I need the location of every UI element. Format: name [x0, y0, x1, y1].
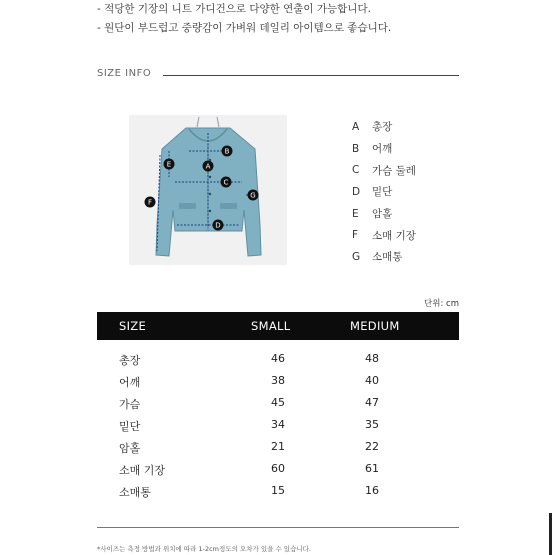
legend-item — [352, 181, 416, 203]
divider — [97, 527, 459, 528]
table-row — [97, 482, 459, 502]
legend-name: 어깨 — [372, 143, 393, 156]
legend-item — [352, 203, 416, 225]
table-row — [97, 438, 459, 458]
legend-item — [352, 159, 416, 181]
legend-letter: F — [352, 229, 359, 242]
unit-label: 단위: cm — [424, 299, 459, 309]
marker-label: D — [215, 221, 221, 230]
row-label: 밑단 — [119, 420, 141, 433]
marker-label: F — [147, 198, 153, 207]
medium-value: 48 — [365, 352, 379, 365]
size-info-header — [97, 68, 459, 82]
edge-bar — [549, 513, 552, 555]
legend-name: 소매 기장 — [372, 229, 416, 242]
row-label: 가슴 — [119, 398, 141, 411]
medium-value: 22 — [365, 440, 379, 453]
legend-item — [352, 116, 416, 138]
header-small: SMALL — [251, 319, 291, 333]
medium-value: 35 — [365, 418, 379, 431]
size-table-header — [97, 312, 459, 340]
legend-letter: C — [352, 164, 360, 177]
small-value: 45 — [271, 396, 285, 409]
legend-name: 소매통 — [372, 251, 403, 264]
measurement-legend — [352, 116, 416, 268]
legend-letter: B — [352, 142, 360, 155]
legend-name: 가슴 둘레 — [372, 164, 416, 177]
legend-item — [352, 246, 416, 268]
legend-letter: G — [352, 250, 361, 263]
size-info-title: SIZE INFO — [97, 68, 152, 79]
row-label: 소매 기장 — [119, 464, 166, 477]
header-size: SIZE — [119, 319, 147, 333]
marker-label: E — [166, 160, 172, 169]
small-value: 21 — [271, 440, 285, 453]
table-row — [97, 394, 459, 414]
row-label: 어깨 — [119, 376, 141, 389]
small-value: 46 — [271, 352, 285, 365]
marker-label: A — [205, 162, 211, 171]
legend-letter: E — [352, 207, 359, 220]
table-row — [97, 350, 459, 370]
marker-label: C — [223, 178, 229, 187]
row-label: 총장 — [119, 354, 141, 367]
row-label: 소매통 — [119, 486, 151, 499]
garment-measurement-diagram — [129, 115, 287, 265]
small-value: 34 — [271, 418, 285, 431]
legend-name: 밑단 — [372, 186, 393, 199]
description-line: - 원단이 부드럽고 중량감이 가벼워 데일리 아이템으로 좋습니다. — [97, 22, 392, 34]
table-row — [97, 416, 459, 436]
cardigan-illustration — [129, 115, 287, 265]
medium-value: 61 — [365, 462, 379, 475]
marker-label: B — [224, 147, 230, 156]
medium-value: 40 — [365, 374, 379, 387]
description-line: - 적당한 기장의 니트 가디건으로 다양한 연출이 가능합니다. — [97, 3, 371, 15]
legend-letter: A — [352, 120, 360, 133]
divider — [163, 75, 459, 76]
legend-item — [352, 138, 416, 160]
medium-value: 47 — [365, 396, 379, 409]
small-value: 60 — [271, 462, 285, 475]
legend-item — [352, 224, 416, 246]
medium-value: 16 — [365, 484, 379, 497]
pocket — [220, 203, 237, 209]
header-medium: MEDIUM — [350, 319, 400, 333]
table-row — [97, 460, 459, 480]
small-value: 15 — [271, 484, 285, 497]
legend-name: 암홀 — [372, 208, 393, 221]
legend-name: 총장 — [372, 121, 393, 134]
pocket — [179, 203, 196, 209]
legend-letter: D — [352, 185, 361, 198]
size-disclaimer: *사이즈는 측정 방법과 위치에 따라 1-2cm정도의 오차가 있을 수 있습니다. — [97, 545, 311, 553]
row-label: 암홀 — [119, 442, 141, 455]
small-value: 38 — [271, 374, 285, 387]
marker-label: G — [250, 191, 256, 200]
table-row — [97, 372, 459, 392]
product-description — [97, 0, 391, 38]
